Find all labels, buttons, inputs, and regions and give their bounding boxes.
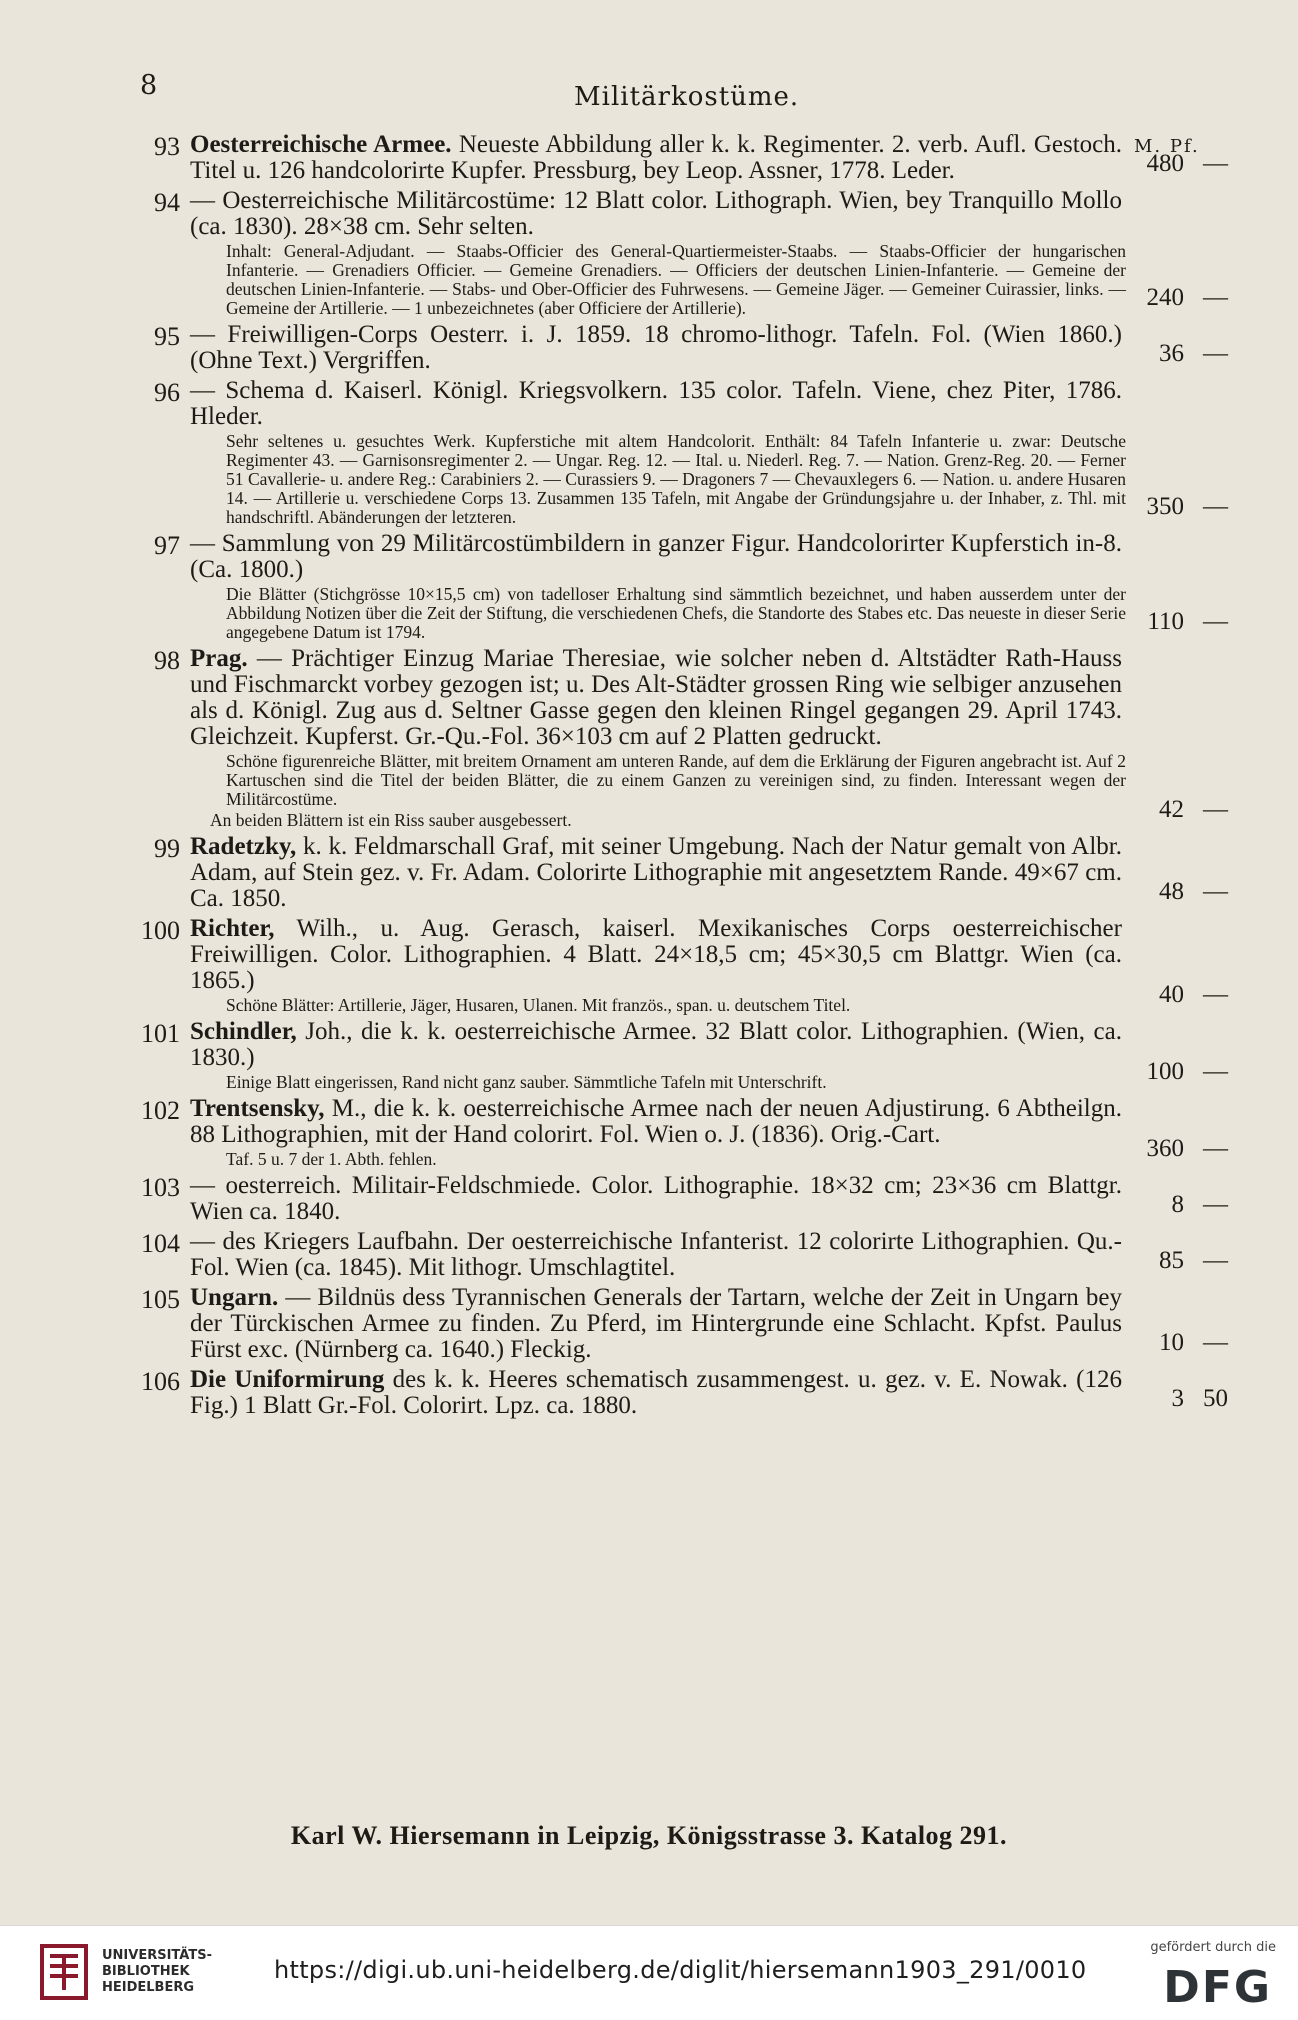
entry-number: 98 bbox=[154, 646, 180, 675]
entry-author: Schindler, bbox=[190, 1018, 297, 1045]
entry-description: — Bildnüs dess Tyrannischen Generals der Tartarn, welche der Zeit in Ungarn bey der Türckischen Armee zu finden. Zu Pferd, im Hintergrunde eine Schlacht. Kpfst. Paulus Fürst exc. (Nürnberg ca. 1640.) Fleckig. bbox=[190, 1284, 1122, 1363]
entry-price bbox=[1108, 1329, 1228, 1357]
price-marks: 100 bbox=[1146, 1058, 1184, 1085]
price-marks: 85 bbox=[1159, 1247, 1184, 1274]
publisher-footer: Karl W. Hiersemann in Leipzig, Königsstrasse 3. Katalog 291. bbox=[290, 1821, 1008, 1850]
entry-author: Ungarn. bbox=[190, 1284, 279, 1311]
entry-text bbox=[190, 378, 1122, 430]
entry-text bbox=[190, 1229, 1122, 1281]
price-marks: 240 bbox=[1146, 284, 1184, 311]
entry-description: k. k. Feldmarschall Graf, mit seiner Umgebung. Nach der Natur gemalt von Albr. Adam, auf Stein gez. v. Fr. Adam. Colorirte Lithographie mit angesetztem Rande. 49×67 cm. Ca. 1850. bbox=[190, 833, 1122, 912]
price-marks: 40 bbox=[1159, 981, 1184, 1008]
catalog-entry bbox=[118, 1229, 1228, 1281]
catalog-entry bbox=[118, 322, 1228, 374]
dfg-logo: DFG bbox=[1163, 1962, 1272, 2013]
entry-number: 106 bbox=[141, 1367, 180, 1396]
entry-text bbox=[190, 646, 1122, 750]
catalog-entry bbox=[118, 188, 1228, 318]
catalog-entry bbox=[118, 1367, 1228, 1419]
catalog-entry bbox=[118, 1096, 1228, 1169]
entry-note: Schöne figurenreiche Blätter, mit breitem Ornament am unteren Rande, auf dem die Erklärung der Figuren angebracht ist. Auf 2 Kartuschen sind die Titel der beiden Blätter, die zu einem Ganzen zu vereinigen sind, zu finden. Interessant wegen der Militärcostüme. bbox=[226, 751, 1126, 809]
price-marks: 48 bbox=[1159, 878, 1184, 905]
entry-number: 103 bbox=[141, 1173, 180, 1202]
entry-number: 101 bbox=[141, 1019, 180, 1048]
funding-note: gefördert durch die bbox=[1150, 1940, 1276, 1955]
catalog-entry bbox=[118, 646, 1228, 830]
entry-price bbox=[1108, 1058, 1228, 1086]
page-number: 8 bbox=[140, 70, 158, 101]
entry-number: 104 bbox=[141, 1229, 180, 1258]
entry-description: — Prächtiger Einzug Mariae Theresiae, wie solcher neben d. Altstädter Rath-Hauss und Fischmarckt vorbey gezogen ist; u. Des Alt-Städter grossen Ring wie selbiger anzusehen als d. Königl. Zug aus d. Seltner Gasse gegen den kleinen Ringel gegangen 29. April 1743. Gleichzeit. Kupferst. Gr.-Qu.-Fol. 36×103 cm auf 2 Platten gedruckt. bbox=[190, 645, 1122, 750]
entry-text bbox=[190, 1367, 1122, 1419]
price-marks: 360 bbox=[1146, 1135, 1184, 1162]
entry-price bbox=[1108, 796, 1228, 824]
entry-number: 100 bbox=[141, 916, 180, 945]
entry-text bbox=[190, 916, 1122, 994]
entry-author: Trentsensky, bbox=[190, 1095, 325, 1122]
page-url-link[interactable]: https://digi.ub.uni-heidelberg.de/diglit/hiersemann1903_291/0010 bbox=[274, 1956, 1087, 1984]
entry-author: Radetzky, bbox=[190, 833, 297, 860]
library-name: UNIVERSITÄTS- BIBLIOTHEK HEIDELBERG bbox=[102, 1948, 212, 1995]
catalog-entry bbox=[118, 916, 1228, 1015]
entry-description: Wilh., u. Aug. Gerasch, kaiserl. Mexikanisches Corps oesterreichischer Freiwilligen. Color. Lithographien. 4 Blatt. 24×18,5 cm; 45×30,5 cm Blattgr. Wien (ca. 1865.) bbox=[190, 915, 1122, 994]
entry-author: Oesterreichische Armee. bbox=[190, 131, 452, 158]
university-seal-icon bbox=[36, 1942, 92, 2002]
entry-description: — Sammlung von 29 Militärcostümbildern in ganzer Figur. Handcolorirter Kupferstich in-8. (Ca. 1800.) bbox=[190, 530, 1122, 583]
catalog-entry bbox=[118, 132, 1228, 184]
entry-description: — Oesterreichische Militärcostüme: 12 Blatt color. Lithograph. Wien, bey Tranquillo Mollo (ca. 1830). 28×38 cm. Sehr selten. bbox=[190, 187, 1122, 240]
price-pfennig: — bbox=[1203, 1247, 1228, 1274]
entry-number: 96 bbox=[154, 378, 180, 407]
catalog-entry bbox=[118, 531, 1228, 642]
entry-text bbox=[190, 188, 1122, 240]
entry-text bbox=[190, 1019, 1122, 1071]
price-marks: 8 bbox=[1171, 1191, 1184, 1218]
entry-text bbox=[190, 834, 1122, 912]
entry-number: 94 bbox=[154, 188, 180, 217]
entry-text bbox=[190, 1096, 1122, 1148]
entry-text bbox=[190, 132, 1122, 184]
entry-number: 97 bbox=[154, 531, 180, 560]
price-pfennig: — bbox=[1203, 608, 1228, 635]
entry-price bbox=[1108, 1191, 1228, 1219]
entry-note: Inhalt: General-Adjudant. — Staabs-Officier des General-Quartiermeister-Staabs. — Staabs-Officier der hungarischen Infanterie. — Grenadiers Officier. — Gemeine Grenadiers. — Officiers der deutschen Linien-Infanterie. — Gemeine der deutschen Linien-Infanterie. — Stabs- und Ober-Officier des Fuhrwesens. — Gemeine Jäger. — Gemeiner Cuirassier, links. — Gemeine der Artillerie. — 1 unbezeichnetes (aber Officiere der Artillerie). bbox=[226, 241, 1126, 318]
price-pfennig: — bbox=[1203, 1135, 1228, 1162]
price-marks: 350 bbox=[1146, 493, 1184, 520]
entry-number: 102 bbox=[141, 1096, 180, 1125]
entry-price bbox=[1108, 150, 1228, 178]
price-marks: 3 bbox=[1171, 1385, 1184, 1412]
catalog-entry bbox=[118, 834, 1228, 912]
entry-description: — Freiwilligen-Corps Oesterr. i. J. 1859. 18 chromo-lithogr. Tafeln. Fol. (Wien 1860.) (Ohne Text.) Vergriffen. bbox=[190, 321, 1122, 374]
entry-description: des k. k. Heeres schematisch zusammengest. u. gez. v. E. Nowak. (126 Fig.) 1 Blatt Gr.-Fol. Colorirt. Lpz. ca. 1880. bbox=[190, 1366, 1123, 1419]
price-pfennig: — bbox=[1203, 493, 1228, 520]
entry-price bbox=[1108, 493, 1228, 521]
entry-number: 105 bbox=[141, 1285, 180, 1314]
entry-note: Schöne Blätter: Artillerie, Jäger, Husaren, Ulanen. Mit französ., span. u. deutschem Titel. bbox=[226, 995, 851, 1015]
entry-author: Die Uniformirung bbox=[190, 1366, 385, 1393]
price-pfennig: — bbox=[1203, 796, 1228, 823]
price-pfennig: — bbox=[1203, 340, 1228, 367]
entry-author: Prag. bbox=[190, 645, 248, 672]
price-marks: 10 bbox=[1159, 1329, 1184, 1356]
entry-text bbox=[190, 531, 1122, 583]
entry-price bbox=[1108, 981, 1228, 1009]
entry-description: Joh., die k. k. oesterreichische Armee. 32 Blatt color. Lithographien. (Wien, ca. 1830.) bbox=[190, 1018, 1122, 1071]
entry-author: Richter, bbox=[190, 915, 275, 942]
price-marks: 480 bbox=[1146, 150, 1184, 177]
price-pfennig: — bbox=[1203, 1329, 1228, 1356]
entry-text bbox=[190, 1173, 1122, 1225]
entry-price bbox=[1108, 1385, 1228, 1413]
price-marks: 42 bbox=[1159, 796, 1184, 823]
entry-note: Taf. 5 u. 7 der 1. Abth. fehlen. bbox=[226, 1149, 437, 1169]
price-pfennig: — bbox=[1203, 981, 1228, 1008]
viewer-footer-bar bbox=[0, 1925, 1298, 2020]
entry-note: Sehr seltenes u. gesuchtes Werk. Kupferstiche mit altem Handcolorit. Enthält: 84 Tafeln Infanterie u. zwar: Deutsche Regimenter 43. — Garnisonsregimenter 2. — Ungar. Reg. 12. — Ital. u. Niederl. Reg. 7. — Nation. Grenz-Reg. 20. — Ferner 51 Cavallerie- u. andere Reg.: Carabiniers 2. — Curassiers 9. — Dragoners 7 — Chevauxlegers 6. — Nation. u. andere Husaren 14. — Artillerie u. verschiedene Corps 13. Zusammen 135 Tafeln, mit Angabe der Gründungsjahre u. der Inhaber, z. Thl. mit handschriftl. Abänderungen der letzteren. bbox=[226, 431, 1126, 527]
price-pfennig: — bbox=[1203, 1191, 1228, 1218]
price-marks: 36 bbox=[1159, 340, 1184, 367]
entry-note: Einige Blatt eingerissen, Rand nicht ganz sauber. Sämmtliche Tafeln mit Unterschrift. bbox=[226, 1072, 827, 1092]
catalog-entry bbox=[118, 378, 1228, 527]
price-marks: 110 bbox=[1147, 608, 1184, 635]
entry-description: — Schema d. Kaiserl. Königl. Kriegsvolkern. 135 color. Tafeln. Viene, chez Piter, 1786. Hleder. bbox=[190, 377, 1122, 430]
price-pfennig: — bbox=[1203, 284, 1228, 311]
entry-number: 99 bbox=[154, 834, 180, 863]
catalog-entry bbox=[118, 1173, 1228, 1225]
entry-price bbox=[1108, 878, 1228, 906]
entry-note: An beiden Blättern ist ein Riss sauber ausgebessert. bbox=[210, 810, 572, 830]
entry-price bbox=[1108, 284, 1228, 312]
entry-note: Die Blätter (Stichgrösse 10×15,5 cm) von tadelloser Erhaltung sind sämmtlich bezeichnet, und haben ausserdem unter der Abbildung Notizen über die Zeit der Stiftung, die verschiedenen Chefs, die Standorte des Stabes etc. Das neueste in dieser Serie angegebene Datum ist 1794. bbox=[226, 584, 1126, 642]
price-pfennig: — bbox=[1203, 878, 1228, 905]
catalog-entries bbox=[118, 132, 1228, 1423]
entry-description: Neueste Abbildung aller k. k. Regimenter. 2. verb. Aufl. Gestoch. Titel u. 126 handcolorirte Kupfer. Pressburg, bey Leop. Assner, 1778. Leder. bbox=[190, 131, 1122, 184]
price-column-header: M. Pf. bbox=[1134, 136, 1200, 157]
entry-text bbox=[190, 322, 1122, 374]
price-pfennig: — bbox=[1203, 1058, 1228, 1085]
catalog-entry bbox=[118, 1019, 1228, 1092]
price-pfennig: 50 bbox=[1203, 1385, 1228, 1412]
entry-price bbox=[1108, 1247, 1228, 1275]
entry-price bbox=[1108, 1135, 1228, 1163]
entry-price bbox=[1108, 340, 1228, 368]
entry-number: 93 bbox=[154, 132, 180, 161]
entry-description: — oesterreich. Militair-Feldschmiede. Color. Lithographie. 18×32 cm; 23×36 cm Blattgr. Wien ca. 1840. bbox=[190, 1172, 1122, 1225]
entry-price bbox=[1108, 608, 1228, 636]
entry-number: 95 bbox=[154, 322, 180, 351]
catalog-entry bbox=[118, 1285, 1228, 1363]
entry-description: M., die k. k. oesterreichische Armee nach der neuen Adjustirung. 6 Abtheilgn. 88 Lithographien, mit der Hand colorirt. Fol. Wien o. J. (1836). Orig.-Cart. bbox=[190, 1095, 1122, 1148]
running-title: Militärkostüme. bbox=[574, 82, 800, 112]
entry-description: — des Kriegers Laufbahn. Der oesterreichische Infanterist. 12 colorirte Lithographien. Qu.-Fol. Wien (ca. 1845). Mit lithogr. Umschlagtitel. bbox=[190, 1228, 1122, 1281]
entry-text bbox=[190, 1285, 1122, 1363]
price-pfennig: — bbox=[1203, 150, 1228, 177]
